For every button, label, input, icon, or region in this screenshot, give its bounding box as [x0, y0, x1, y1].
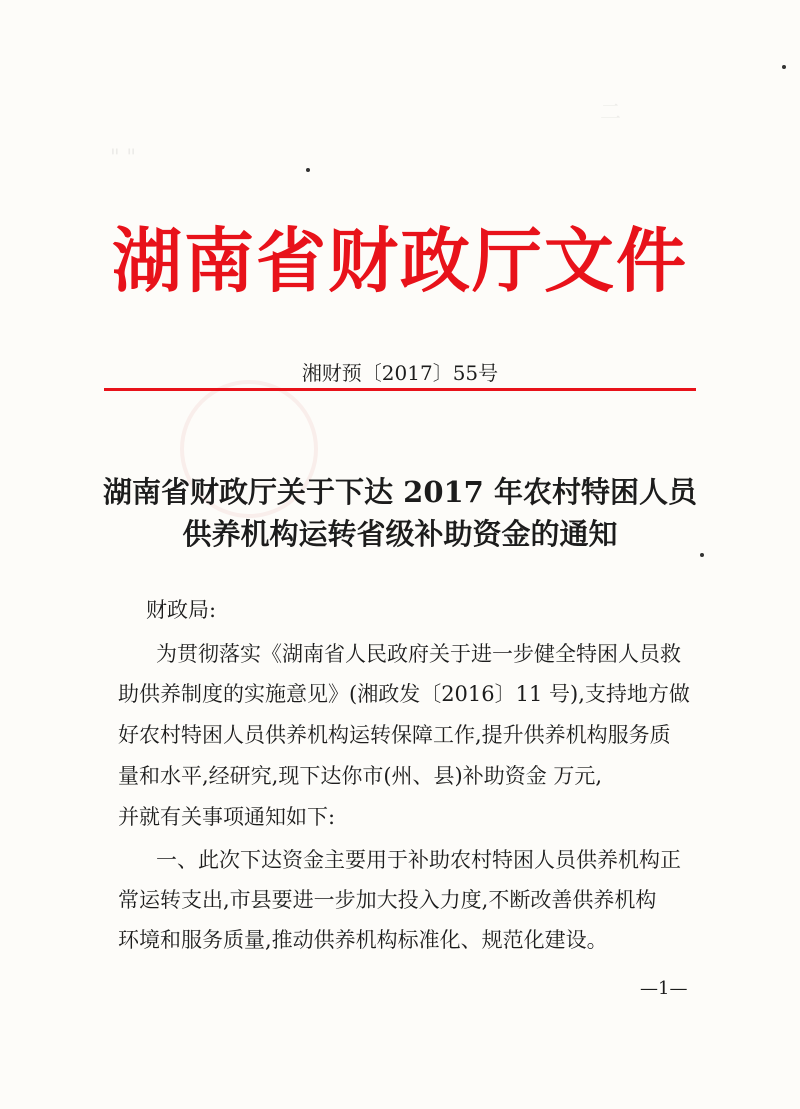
body-line: 并就有关事项通知如下: [118, 805, 336, 829]
notice-title-line-2: 供养机构运转省级补助资金的通知 [182, 517, 618, 551]
body-line: 好农村特困人员供养机构运转保障工作,提升供养机构服务质 [118, 723, 671, 747]
body-line: 为贯彻落实《湖南省人民政府关于进一步健全特困人员救 [156, 642, 681, 666]
issuing-agency-title: 湖南省财政厅文件 [112, 220, 688, 302]
notice-title-line-1: 湖南省财政厅关于下达 2017 年农村特困人员 [103, 475, 697, 509]
document-number: 湘财预〔2017〕55号 [301, 361, 499, 385]
body-line: 常运转支出,市县要进一步加大投入力度,不断改善供养机构 [118, 888, 657, 912]
scan-speck [306, 168, 310, 172]
page-number: —1— [640, 978, 688, 999]
reverse-side-bleed-through: 二 " " [0, 0, 800, 1109]
body-line: 助供养制度的实施意见》(湘政发〔2016〕11 号),支持地方做 [118, 682, 690, 706]
salutation: 财政局: [146, 598, 217, 622]
scan-speck [782, 65, 786, 69]
body-line: 环境和服务质量,推动供养机构标准化、规范化建设。 [118, 928, 608, 952]
body-line: 一、此次下达资金主要用于补助农村特困人员供养机构正 [156, 848, 681, 872]
scan-speck [700, 553, 704, 557]
red-divider-line [104, 388, 696, 391]
body-line: 量和水平,经研究,现下达你市(州、县)补助资金 万元, [118, 764, 603, 788]
